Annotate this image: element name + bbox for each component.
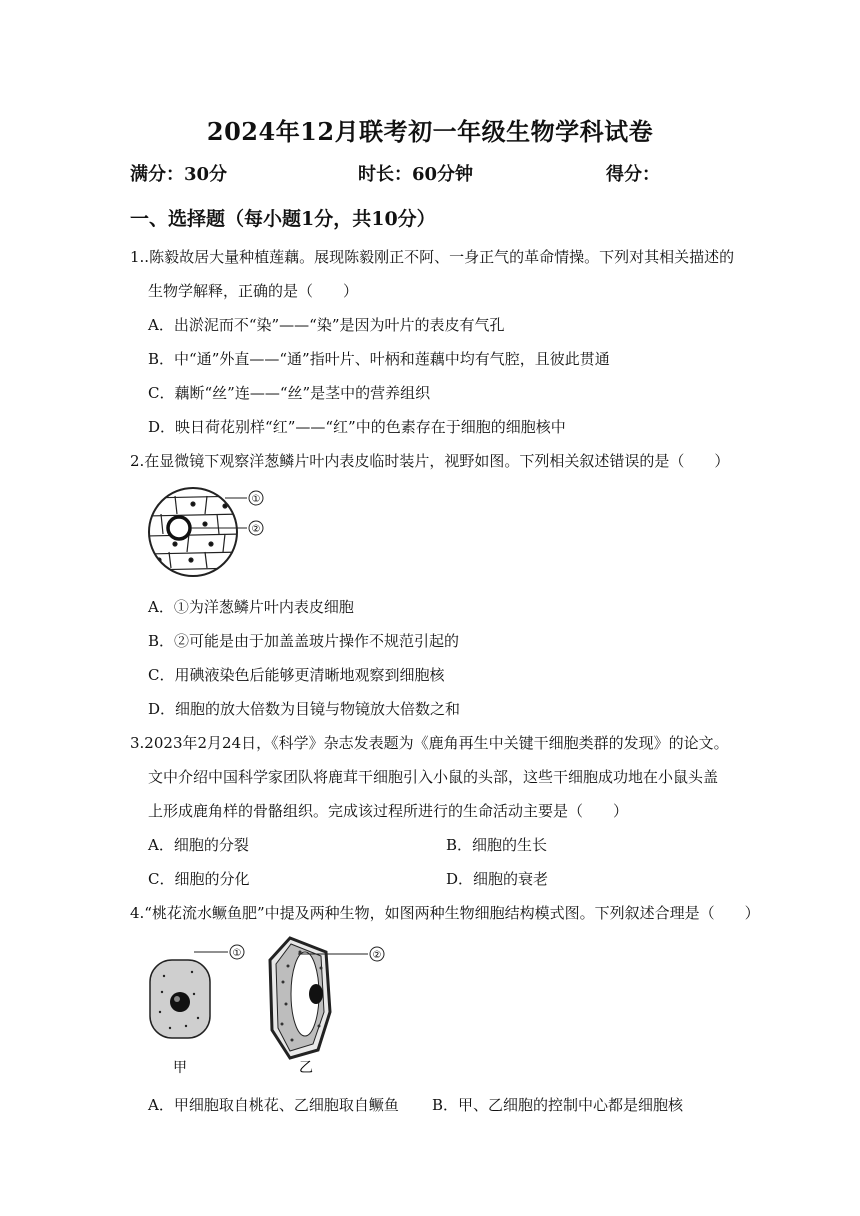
air-bubble-icon <box>168 517 190 539</box>
question-4-option-a: A．甲细胞取自桃花、乙细胞取自鳜鱼 <box>148 1096 399 1114</box>
question-1-option-b: B．中“通”外直——“通”指叶片、叶柄和莲藕中均有气腔，且彼此贯通 <box>148 350 610 368</box>
onion-epidermis-figure <box>145 482 275 582</box>
question-4-option-b: B．甲、乙细胞的控制中心都是细胞核 <box>432 1096 684 1114</box>
question-3-option-d: D．细胞的衰老 <box>446 870 549 888</box>
question-2-option-a: A．①为洋葱鳞片叶内表皮细胞 <box>148 598 354 616</box>
score-field: 得分： <box>606 164 660 185</box>
question-1-stem: 1..陈毅故居大量种植莲藕。展现陈毅刚正不阿、一身正气的革命情操。下列对其相关描述的 <box>130 248 735 266</box>
question-2-stem: 2.在显微镜下观察洋葱鳞片叶内表皮临时装片，视野如图。下列相关叙述错误的是（ ） <box>130 452 730 470</box>
question-4-stem: 4.“桃花流水鳜鱼肥”中提及两种生物，如图两种生物细胞结构模式图。下列叙述合理是（ ） <box>130 904 760 922</box>
question-3-option-b: B．细胞的生长 <box>446 836 548 854</box>
figure-label-2: ② <box>251 524 261 535</box>
question-3-option-a: A．细胞的分裂 <box>148 836 249 854</box>
question-2-option-b: B．②可能是由于加盖盖玻片操作不规范引起的 <box>148 632 460 650</box>
question-1-option-d: D．映日荷花别样“红”——“红”中的色素存在于细胞的细胞核中 <box>148 418 566 436</box>
section-heading: 一、选择题（每小题1分，共10分） <box>130 208 436 230</box>
figure-label-2: ② <box>372 950 382 961</box>
full-score: 满分：30分 <box>130 164 228 185</box>
cell-structure-figure <box>140 932 400 1080</box>
question-1-option-c: C．藕断“丝”连——“丝”是茎中的营养组织 <box>148 384 431 402</box>
exam-title: 2024年12月联考初一年级生物学科试卷 <box>206 117 654 146</box>
question-2-option-c: C．用碘液染色后能够更清晰地观察到细胞核 <box>148 666 445 684</box>
caption-jia: 甲 <box>173 1060 187 1076</box>
question-2-option-d: D．细胞的放大倍数为目镜与物镜放大倍数之和 <box>148 700 461 718</box>
question-1-option-a: A．出淤泥而不“染”——“染”是因为叶片的表皮有气孔 <box>148 316 505 334</box>
question-3-stem-cont-1: 文中介绍中国科学家团队将鹿茸干细胞引入小鼠的头部，这些干细胞成功地在小鼠头盖 <box>148 768 719 786</box>
question-3-stem: 3.2023年2月24日，《科学》杂志发表题为《鹿角再生中关键干细胞类群的发现》的论文。 <box>130 734 729 752</box>
figure-label-1: ① <box>251 494 261 505</box>
duration: 时长：60分钟 <box>358 164 474 185</box>
caption-yi: 乙 <box>299 1060 313 1076</box>
question-3-option-c: C．细胞的分化 <box>148 870 250 888</box>
question-1-stem-cont: 生物学解释，正确的是（ ） <box>148 282 359 300</box>
figure-label-1: ① <box>232 948 242 959</box>
question-3-stem-cont-2: 上形成鹿角样的骨骼组织。完成该过程所进行的生命活动主要是（ ） <box>148 802 629 820</box>
